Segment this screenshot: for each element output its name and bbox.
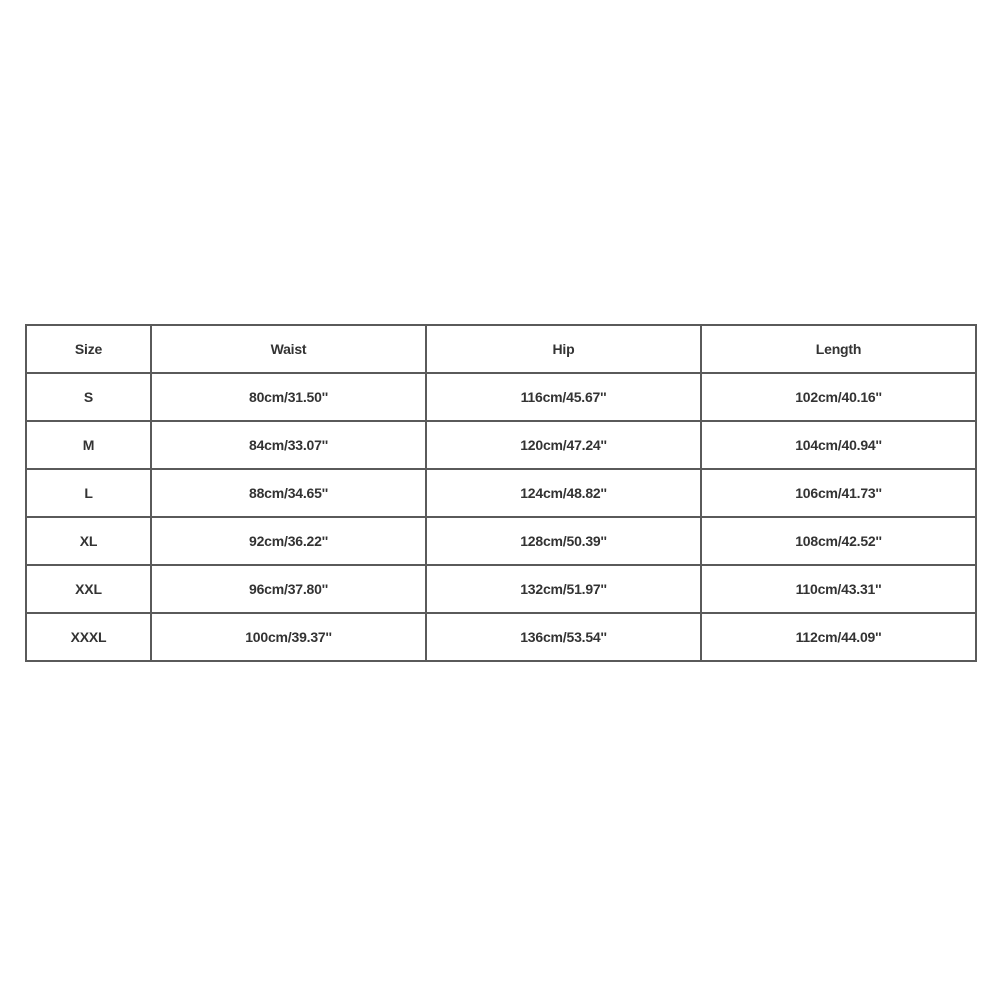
cell-waist: 80cm/31.50'' xyxy=(151,373,426,421)
cell-waist: 92cm/36.22'' xyxy=(151,517,426,565)
cell-hip: 128cm/50.39'' xyxy=(426,517,701,565)
header-waist: Waist xyxy=(151,325,426,373)
cell-length: 108cm/42.52'' xyxy=(701,517,976,565)
size-chart-table xyxy=(25,324,977,662)
cell-hip: 136cm/53.54'' xyxy=(426,613,701,661)
cell-hip: 124cm/48.82'' xyxy=(426,469,701,517)
cell-size: L xyxy=(26,469,151,517)
cell-waist: 100cm/39.37'' xyxy=(151,613,426,661)
table-row xyxy=(26,421,976,469)
cell-length: 112cm/44.09'' xyxy=(701,613,976,661)
cell-length: 110cm/43.31'' xyxy=(701,565,976,613)
cell-size: XXXL xyxy=(26,613,151,661)
header-hip: Hip xyxy=(426,325,701,373)
cell-size: M xyxy=(26,421,151,469)
cell-waist: 96cm/37.80'' xyxy=(151,565,426,613)
cell-waist: 84cm/33.07'' xyxy=(151,421,426,469)
cell-length: 102cm/40.16'' xyxy=(701,373,976,421)
cell-size: XXL xyxy=(26,565,151,613)
table-row xyxy=(26,517,976,565)
cell-hip: 132cm/51.97'' xyxy=(426,565,701,613)
table-row xyxy=(26,373,976,421)
header-length: Length xyxy=(701,325,976,373)
cell-hip: 116cm/45.67'' xyxy=(426,373,701,421)
header-size: Size xyxy=(26,325,151,373)
table-row xyxy=(26,469,976,517)
cell-length: 104cm/40.94'' xyxy=(701,421,976,469)
table-row xyxy=(26,613,976,661)
table-row xyxy=(26,565,976,613)
cell-size: S xyxy=(26,373,151,421)
cell-size: XL xyxy=(26,517,151,565)
cell-waist: 88cm/34.65'' xyxy=(151,469,426,517)
cell-length: 106cm/41.73'' xyxy=(701,469,976,517)
cell-hip: 120cm/47.24'' xyxy=(426,421,701,469)
table-header-row xyxy=(26,325,976,373)
